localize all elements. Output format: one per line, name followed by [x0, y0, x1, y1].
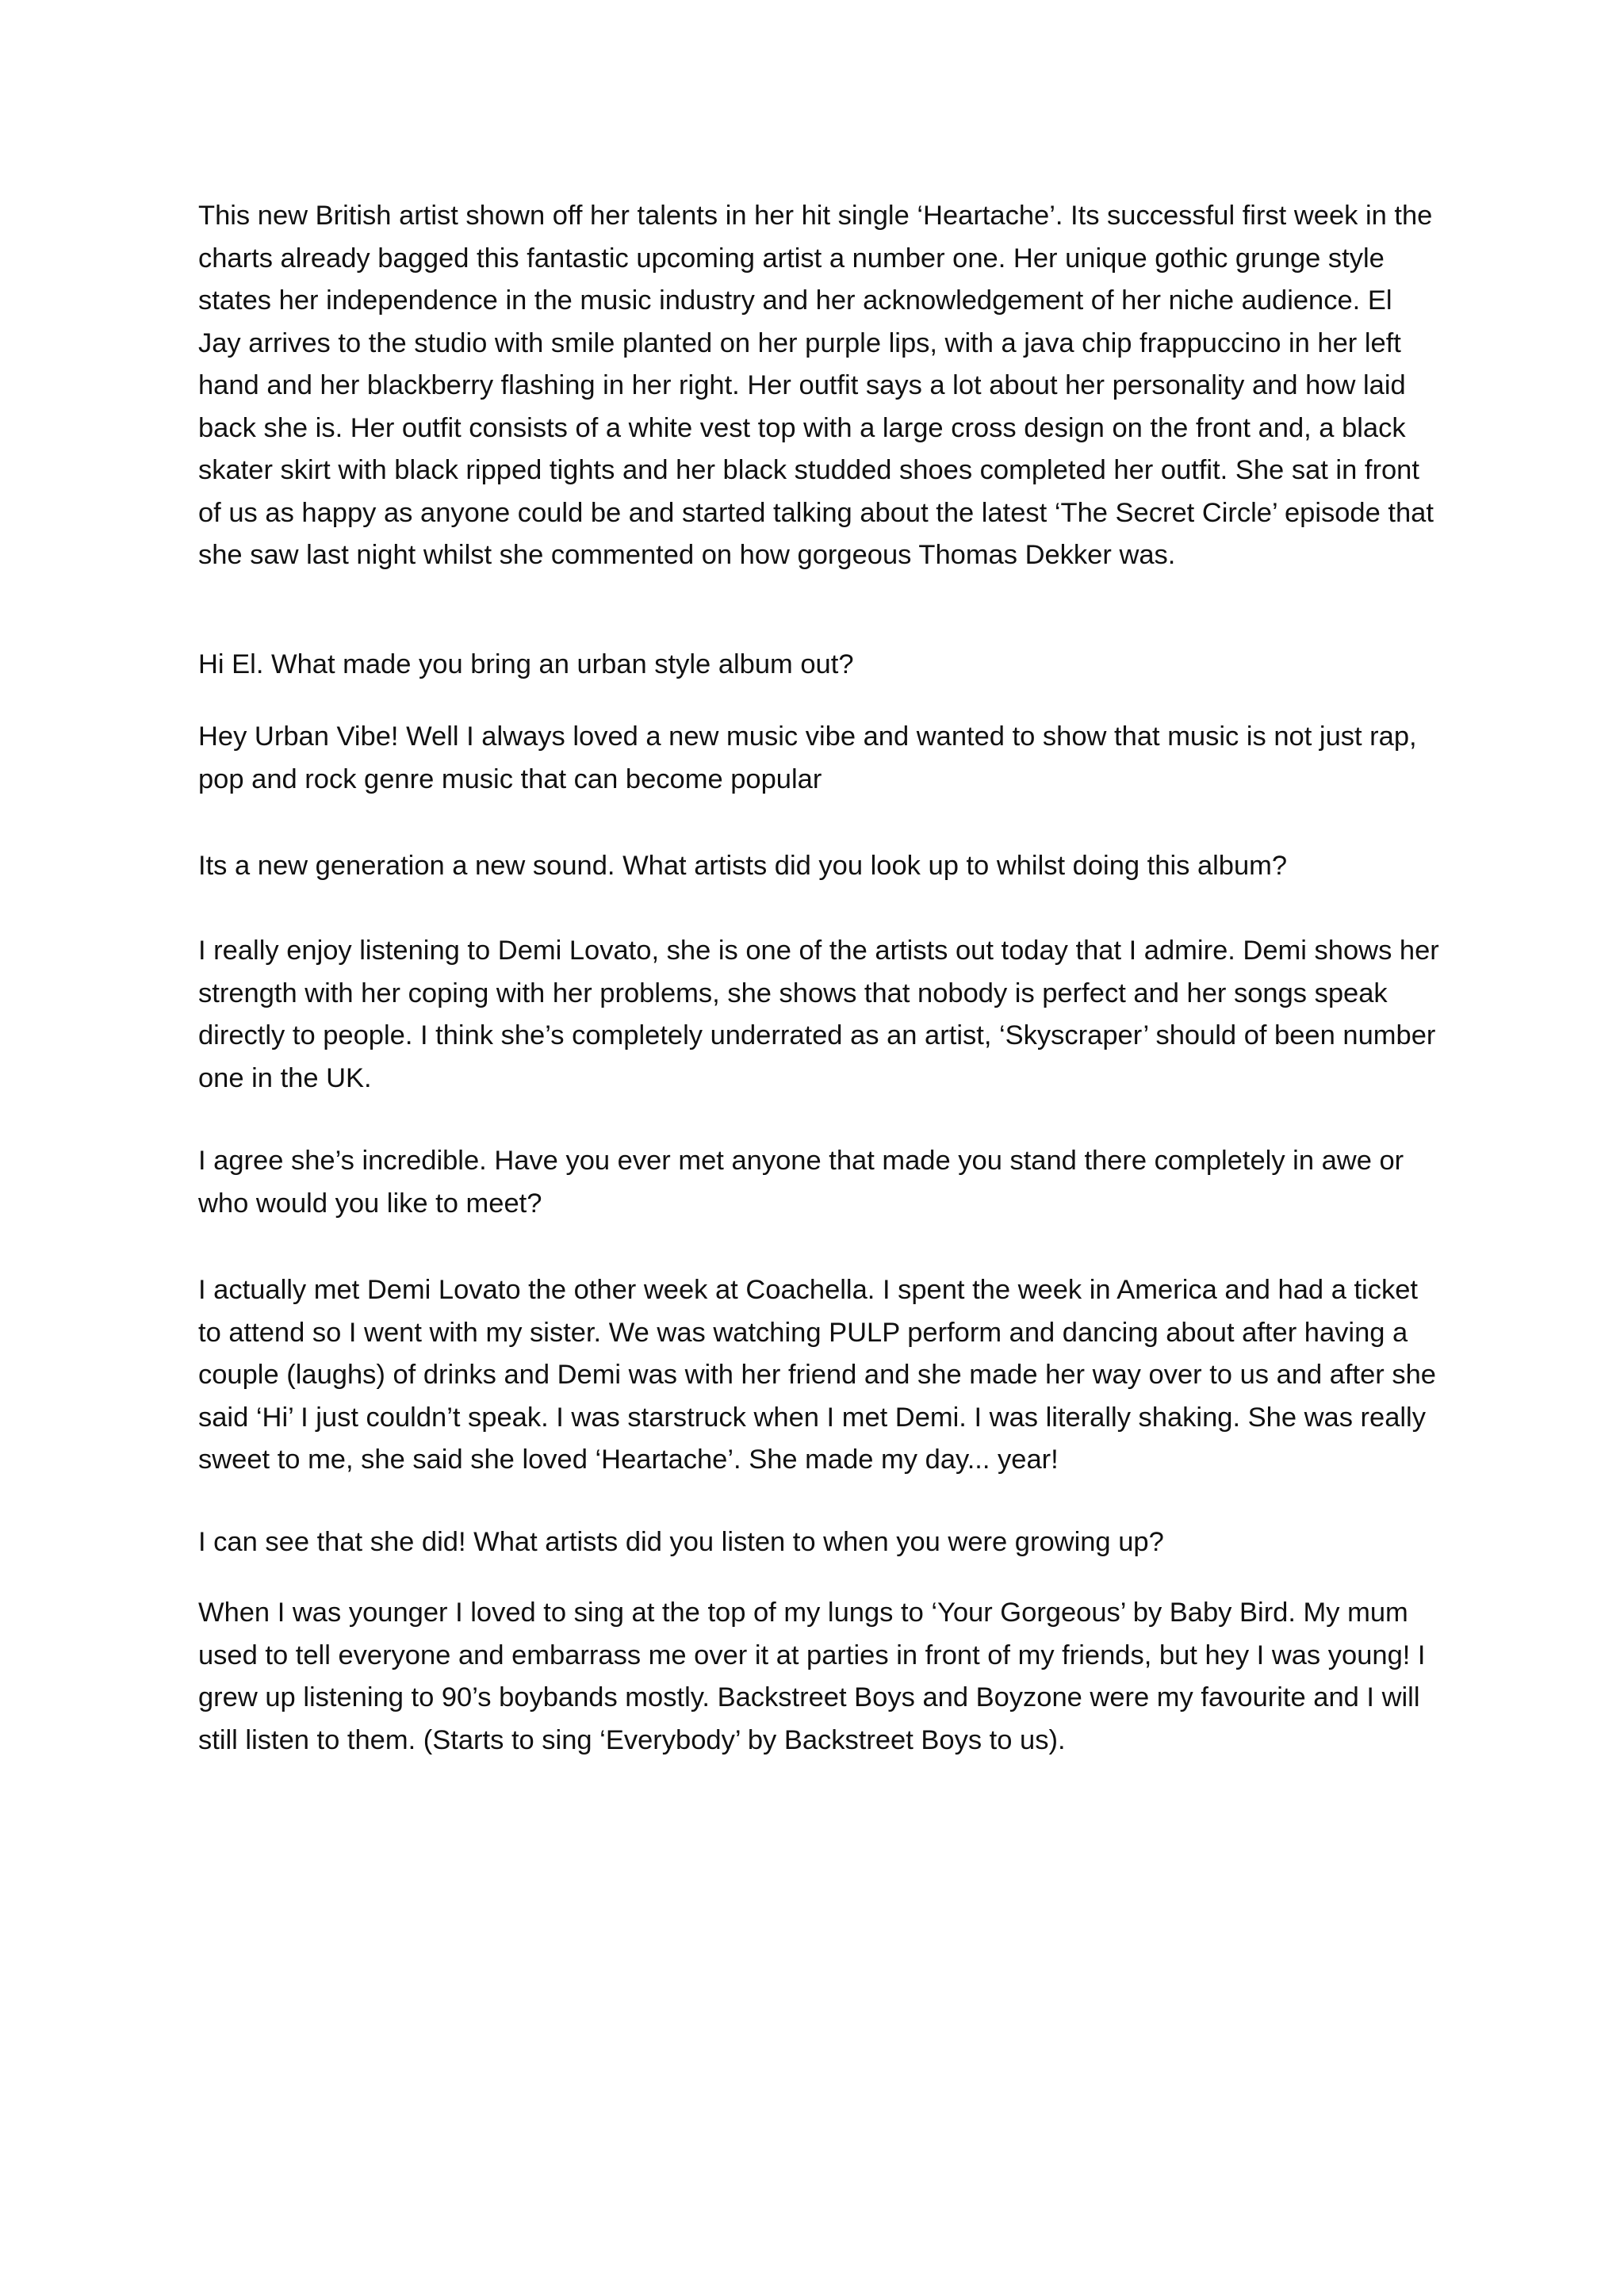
- interview-question: Its a new generation a new sound. What artists did you look up to whilst doing this album?: [198, 851, 1288, 881]
- interview-question: Hi El. What made you bring an urban style album out?: [198, 649, 854, 679]
- interview-answer: I really enjoy listening to Demi Lovato, she is one of the artists out today that I admire. Demi shows her strength with her coping with her problems, she shows that nobody is perfect and her songs speak directly to people. I think she’s completely underrated as an artist, ‘Skyscraper’ should of been number one in the UK.: [198, 936, 1439, 1093]
- interview-answer: I actually met Demi Lovato the other week at Coachella. I spent the week in America and had a ticket to attend so I went with my sister. We was watching PULP perform and dancing about after having a couple (laughs) of drinks and Demi was with her friend and she made her way over to us and after she said ‘Hi’ I just couldn’t speak. I was starstruck when I met Demi. I was literally shaking. She was really sweet to me, she said she loved ‘Heartache’. She made my day... year!: [198, 1275, 1436, 1475]
- interview-answer: When I was younger I loved to sing at the top of my lungs to ‘Your Gorgeous’ by Baby Bird. My mum used to tell everyone and embarrass me over it at parties in front of my friends, but hey I was young! I grew up listening to 90’s boybands mostly. Backstreet Boys and Boyzone were my favourite and I will still listen to them. (Starts to sing ‘Everybody’ by Backstreet Boys to us).: [198, 1598, 1426, 1755]
- interview-question: I agree she’s incredible. Have you ever met anyone that made you stand there completely in awe or who would you like to meet?: [198, 1146, 1404, 1219]
- intro-paragraph: This new British artist shown off her talents in her hit single ‘Heartache’. Its successful first week in the charts already bagged this fantastic upcoming artist a number one. Her unique gothic grunge style states her independence in the music industry and her acknowledgement of her niche audience. El Jay arrives to the studio with smile planted on her purple lips, with a java chip frappuccino in her left hand and her blackberry flashing in her right. Her outfit says a lot about her personality and how laid back she is. Her outfit consists of a white vest top with a large cross design on the front and, a black skater skirt with black ripped tights and her black studded shoes completed her outfit. She sat in front of us as happy as anyone could be and started talking about the latest ‘The Secret Circle’ episode that she saw last night whilst she commented on how gorgeous Thomas Dekker was.: [198, 201, 1434, 570]
- interview-question: I can see that she did! What artists did you listen to when you were growing up?: [198, 1527, 1164, 1557]
- interview-answer: Hey Urban Vibe! Well I always loved a new music vibe and wanted to show that music is not just rap, pop and rock genre music that can become popular: [198, 721, 1417, 794]
